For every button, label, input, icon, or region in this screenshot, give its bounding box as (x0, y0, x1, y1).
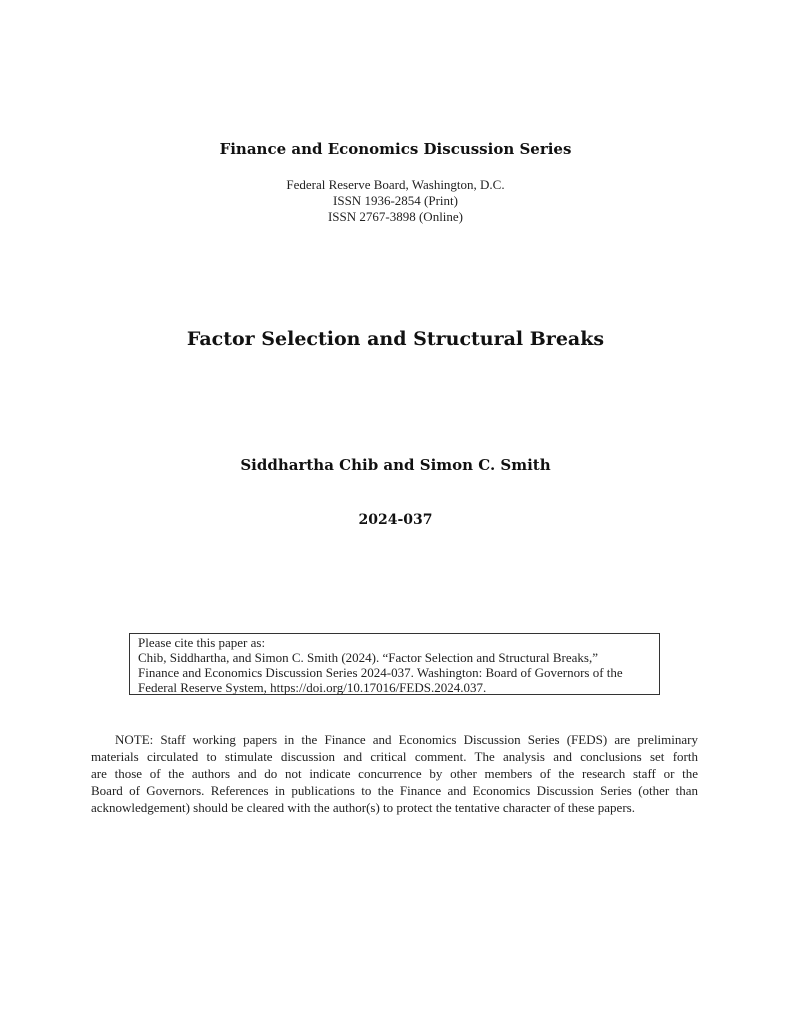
issn-online: ISSN 2767-3898 (Online) (327, 209, 464, 224)
series-title: Finance and Economics Discussion Series (219, 140, 572, 158)
note-line: materials circulated to stimulate discussion and critical comment. The analysis and conclusions set forth (91, 749, 698, 764)
paper-title: Factor Selection and Structural Breaks (186, 328, 605, 350)
paper-authors: Siddhartha Chib and Simon C. Smith (240, 456, 551, 474)
note-line: are those of the authors and do not indicate concurrence by other members of the research staff or the (91, 766, 698, 781)
paper-number: 2024-037 (358, 512, 433, 528)
note-line: acknowledgement) should be cleared with the author(s) to protect the tentative character of these papers. (91, 800, 635, 815)
citation-line: Please cite this paper as: (138, 635, 266, 650)
citation-line: Chib, Siddhartha, and Simon C. Smith (2024). “Factor Selection and Structural Breaks,” (138, 650, 598, 665)
citation-line: Federal Reserve System, https://doi.org/10.17016/FEDS.2024.037. (138, 680, 487, 695)
citation-box (129, 633, 660, 695)
issn-print: ISSN 1936-2854 (Print) (333, 193, 458, 208)
disclaimer-note (91, 731, 698, 816)
publisher-line: Federal Reserve Board, Washington, D.C. (286, 177, 505, 192)
series-info (0, 177, 791, 225)
citation-line: Finance and Economics Discussion Series 2024-037. Washington: Board of Governors of the (138, 665, 623, 680)
note-line: NOTE: Staff working papers in the Finance and Economics Discussion Series (FEDS) are preliminary (115, 732, 698, 747)
note-line: Board of Governors. References in publications to the Finance and Economics Discussion Series (other than (91, 783, 698, 798)
